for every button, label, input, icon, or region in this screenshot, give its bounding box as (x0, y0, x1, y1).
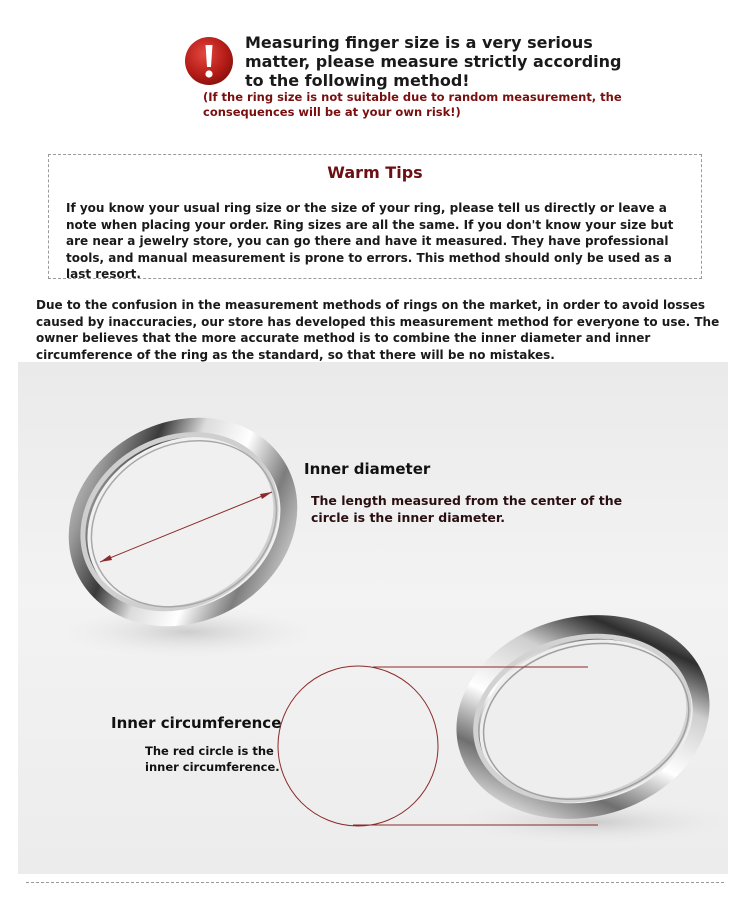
headline-note: (If the ring size is not suitable due to random measurement, the consequences will be at your own risk!) (203, 90, 622, 119)
warm-tips-title: Warm Tips (327, 163, 423, 182)
inner-diameter-desc: The length measured from the center of the circle is the inner diameter. (311, 493, 623, 525)
warm-tips-body: If you know your usual ring size or the size of your ring, please tell us directly or leave a note when placing your order. Ring sizes are all the same. If you don't know your size but are near a jewelry store, you can go there and have it measured. They have professional tools, and manual measurement is prone to errors. This method should only be used as a last resort. (66, 201, 674, 281)
inner-circumference-title: Inner circumference (111, 714, 282, 732)
inner-circumference-desc: The red circle is the inner circumference. (145, 744, 280, 774)
warning-exclamation-icon (184, 36, 234, 86)
headline: Measuring finger size is a very serious matter, please measure strictly according to the following method! (245, 33, 622, 90)
inner-diameter-title: Inner diameter (304, 460, 431, 478)
inner-circumference-circle (278, 666, 438, 826)
bottom-divider (26, 882, 724, 883)
diagram-graphics (18, 362, 728, 874)
intro-paragraph: Due to the confusion in the measurement methods of rings on the market, in order to avoid losses caused by inaccuracies, our store has developed this measurement method for everyone to use. The owner believes that the more accurate method is to combine the inner diameter and inner circumference of the ring as the standard, so that there will be no mistakes. (36, 298, 720, 362)
measurement-diagram (18, 362, 728, 874)
warm-tips-box (48, 154, 702, 279)
